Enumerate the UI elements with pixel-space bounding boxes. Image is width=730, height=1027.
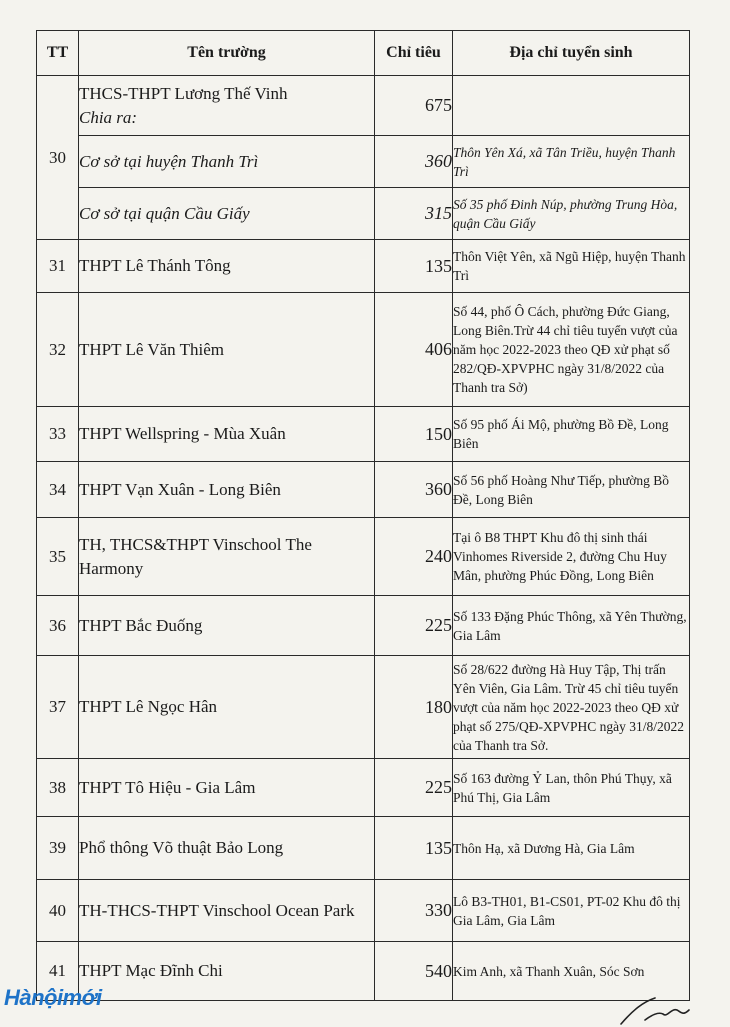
quota-value: 360 <box>375 462 453 518</box>
school-name: THPT Lê Thánh Tông <box>79 240 375 293</box>
row-number: 39 <box>37 817 79 880</box>
quota-value: 330 <box>375 880 453 942</box>
table-row <box>37 518 690 596</box>
table-row-30-campus-1 <box>37 136 690 188</box>
table-row <box>37 880 690 942</box>
row-number: 38 <box>37 759 79 817</box>
campus-name: Cơ sở tại huyện Thanh Trì <box>79 136 375 188</box>
quota-value: 135 <box>375 240 453 293</box>
address-value: Lô B3-TH01, B1-CS01, PT-02 Khu đô thị Gia Lâm, Gia Lâm <box>453 880 690 942</box>
table-row <box>37 293 690 407</box>
table-row <box>37 942 690 1001</box>
header-tt: TT <box>37 31 79 76</box>
quota-value: 315 <box>375 188 453 240</box>
table-row <box>37 407 690 462</box>
table-row <box>37 240 690 293</box>
row-number: 37 <box>37 656 79 759</box>
table-row-30-main <box>37 76 690 136</box>
row-number: 33 <box>37 407 79 462</box>
school-name: THPT Lê Văn Thiêm <box>79 293 375 407</box>
quota-value: 240 <box>375 518 453 596</box>
quota-value: 675 <box>375 76 453 136</box>
school-name: Phổ thông Võ thuật Bảo Long <box>79 817 375 880</box>
table-row <box>37 759 690 817</box>
school-name: THPT Mạc Đĩnh Chi <box>79 942 375 1001</box>
address-value: Thôn Hạ, xã Dương Hà, Gia Lâm <box>453 817 690 880</box>
row-number: 36 <box>37 596 79 656</box>
address-value: Kim Anh, xã Thanh Xuân, Sóc Sơn <box>453 942 690 1001</box>
row-number: 32 <box>37 293 79 407</box>
quota-value: 360 <box>375 136 453 188</box>
address-value: Số 56 phố Hoàng Như Tiếp, phường Bồ Đề, Long Biên <box>453 462 690 518</box>
school-name: THPT Wellspring - Mùa Xuân <box>79 407 375 462</box>
row-number: 41 <box>37 942 79 1001</box>
school-name: THPT Lê Ngọc Hân <box>79 656 375 759</box>
header-row <box>37 31 690 76</box>
address-value: Số 44, phố Ô Cách, phường Đức Giang, Long Biên.Trừ 44 chỉ tiêu tuyển vượt của năm học 2022-2023 theo QĐ xử phạt số 282/QĐ-XPVPHC ngày 31/8/2022 của Thanh tra Sở) <box>453 293 690 407</box>
campus-name: Cơ sở tại quận Cầu Giấy <box>79 188 375 240</box>
quota-value: 135 <box>375 817 453 880</box>
row-number: 40 <box>37 880 79 942</box>
hanoimoi-logo: Hànộimới <box>4 985 102 1010</box>
row-number: 35 <box>37 518 79 596</box>
school-name: THPT Vạn Xuân - Long Biên <box>79 462 375 518</box>
table-row <box>37 596 690 656</box>
school-name <box>79 76 375 136</box>
row-number: 34 <box>37 462 79 518</box>
header-quota: Chỉ tiêu <box>375 31 453 76</box>
enrollment-table <box>36 30 690 1001</box>
quota-value: 540 <box>375 942 453 1001</box>
school-name: TH, THCS&THPT Vinschool The Harmony <box>79 518 375 596</box>
quota-value: 225 <box>375 759 453 817</box>
school-name: TH-THCS-THPT Vinschool Ocean Park <box>79 880 375 942</box>
address-value: Số 35 phố Đinh Núp, phường Trung Hòa, quận Cầu Giấy <box>453 188 690 240</box>
address-value: Tại ô B8 THPT Khu đô thị sinh thái Vinhomes Riverside 2, đường Chu Huy Mân, phường Phúc Đồng, Long Biên <box>453 518 690 596</box>
quota-value: 150 <box>375 407 453 462</box>
row-number: 31 <box>37 240 79 293</box>
address-value: Thôn Việt Yên, xã Ngũ Hiệp, huyện Thanh Trì <box>453 240 690 293</box>
address-value: Thôn Yên Xá, xã Tân Triều, huyện Thanh Trì <box>453 136 690 188</box>
school-name: THPT Tô Hiệu - Gia Lâm <box>79 759 375 817</box>
address-value: Số 163 đường Ỷ Lan, thôn Phú Thụy, xã Phú Thị, Gia Lâm <box>453 759 690 817</box>
quota-value: 180 <box>375 656 453 759</box>
school-name-text: THCS-THPT Lương Thế Vinh <box>79 83 288 103</box>
school-subtitle: Chia ra: <box>79 107 138 127</box>
table-row <box>37 817 690 880</box>
school-name: THPT Bắc Đuống <box>79 596 375 656</box>
address-value: Số 133 Đặng Phúc Thông, xã Yên Thường, Gia Lâm <box>453 596 690 656</box>
signature-mark <box>615 990 715 1027</box>
table-row-30-campus-2 <box>37 188 690 240</box>
address-value <box>453 76 690 136</box>
header-school-name: Tên trường <box>79 31 375 76</box>
address-value: Số 95 phố Ái Mộ, phường Bồ Đề, Long Biên <box>453 407 690 462</box>
table-row <box>37 656 690 759</box>
header-address: Địa chỉ tuyển sinh <box>453 31 690 76</box>
row-number: 30 <box>37 76 79 240</box>
quota-value: 406 <box>375 293 453 407</box>
address-value: Số 28/622 đường Hà Huy Tập, Thị trấn Yên Viên, Gia Lâm. Trừ 45 chỉ tiêu tuyển vượt của năm học 2022-2023 theo QĐ xử phạt số 275/QĐ-XPVPHC ngày 31/8/2022 của Thanh tra Sở. <box>453 656 690 759</box>
table-row <box>37 462 690 518</box>
quota-value: 225 <box>375 596 453 656</box>
